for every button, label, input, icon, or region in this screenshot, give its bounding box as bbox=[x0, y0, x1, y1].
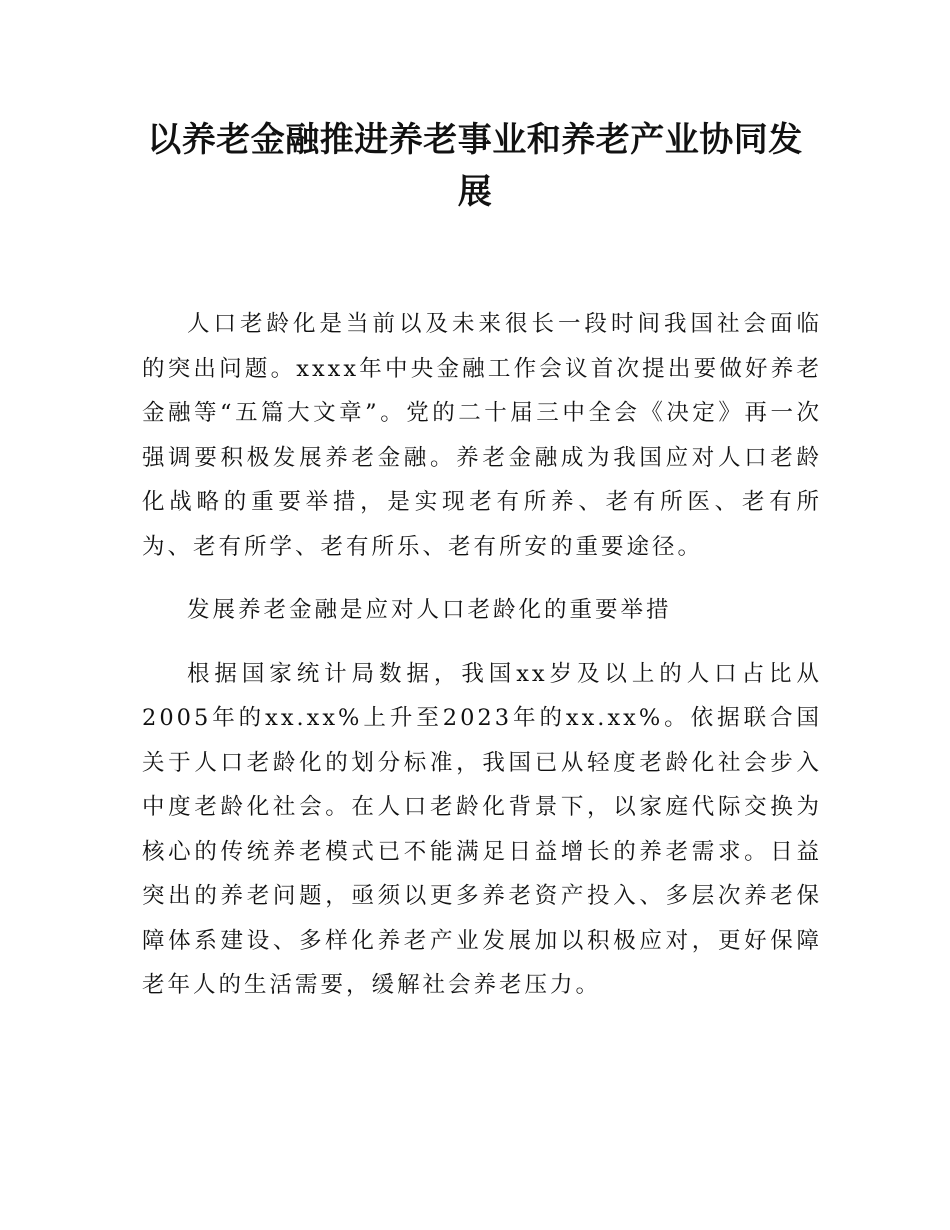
intro-paragraph: 人口老龄化是当前以及未来很长一段时间我国社会面临的突出问题。xxxx年中央金融工作会议首次提出要做好养老金融等“五篇大文章”。党的二十届三中全会《决定》再一次强调要积极发展养老金融。养老金融成为我国应对人口老龄化战略的重要举措，是实现老有所养、老有所医、老有所为、老有所学、老有所乐、老有所安的重要途径。 bbox=[142, 311, 822, 560]
statistics-paragraph: 根据国家统计局数据，我国xx岁及以上的人口占比从2005年的xx.xx%上升至2023年的xx.xx%。依据联合国关于人口老龄化的划分标准，我国已从轻度老龄化社会步入中度老龄化社会。在人口老龄化背景下，以家庭代际交换为核心的传统养老模式已不能满足日益增长的养老需求。日益突出的养老问题，亟须以更多养老资产投入、多层次养老保障体系建设、多样化养老产业发展加以积极应对，更好保障老年人的生活需要，缓解社会养老压力。 bbox=[142, 660, 822, 998]
document-title: 以养老金融推进养老事业和养老产业协同发展 bbox=[147, 120, 803, 212]
document-body bbox=[142, 302, 822, 1027]
section-heading: 发展养老金融是应对人口老龄化的重要举措 bbox=[187, 597, 672, 623]
